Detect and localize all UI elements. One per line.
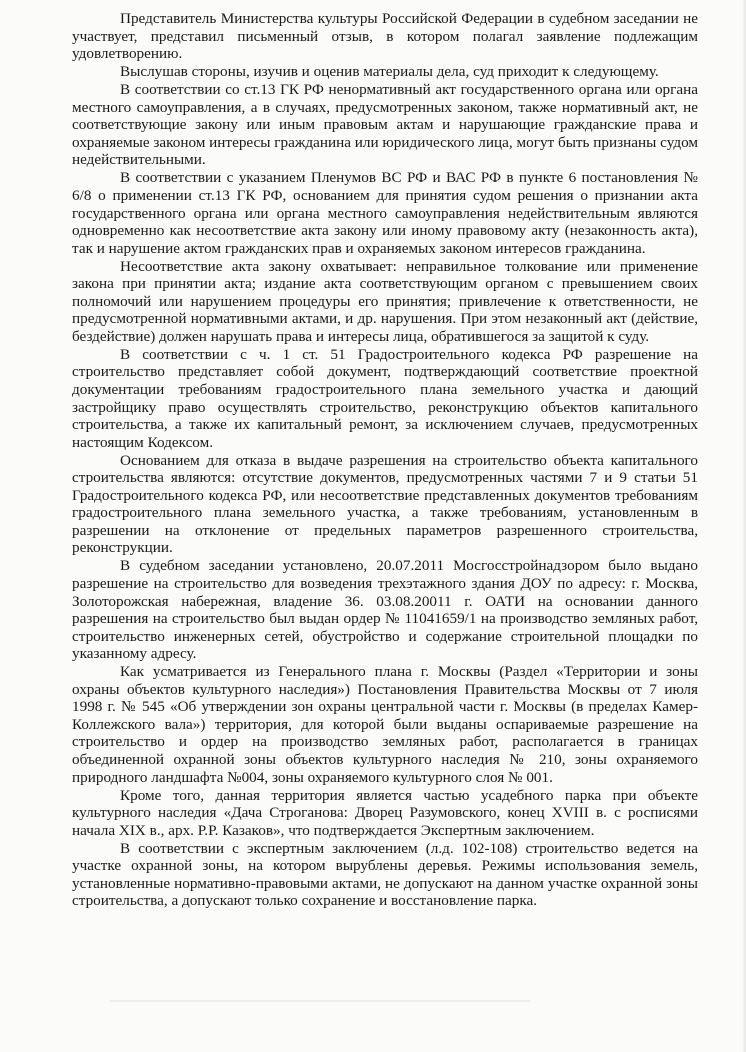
paragraph-building-permit-definition: В соответствии с ч. 1 ст. 51 Градостроительного кодекса РФ разрешение на строительство представляет собой документ, подтверждающий соответствие проектной документации требованиям градостроительного плана земельного участка и дающий застройщику право осуществлять строительство, реконструкцию объектов капитального строительства, а также их капитальный ремонт, за исключением случаев, предусмотренных настоящим Кодексом. [72, 345, 698, 451]
paragraph-plenum-resolution: В соответствии с указанием Пленумов ВС РФ и ВАС РФ в пункте 6 постановления № 6/8 о применении ст.13 ГК РФ, основанием для принятия судом решения о признании акта государственного органа или органа местного самоуправления недействительным являются одновременно как несоответствие акта закону или иному правовому акту (незаконность акта), так и нарушение актом гражданских прав и охраняемых законом интересов гражданина. [72, 169, 698, 257]
paragraph-estate-park: Кроме того, данная территория является частью усадебного парка при объекте культурного наследия «Дача Строганова: Дворец Разумовского, конец XVIII в. с росписями начала XIX в., арх. Р.Р. Казаков», что подтверждается Экспертным заключением. [72, 786, 698, 839]
paragraph-civil-code-art13: В соответствии со ст.13 ГК РФ ненормативный акт государственного органа или органа местного самоуправления, а в случаях, предусмотренных законом, также нормативный акт, не соответствующие закону или иным правовым актам и нарушающие гражданские права и охраняемые законом интересы гражданина или юридического лица, могут быть признаны судом недействительными. [72, 81, 698, 169]
paragraph-act-nonconformity: Несоответствие акта закону охватывает: неправильное толкование или применение закона при принятии акта; издание акта соответствующим органом с превышением своих полномочий или нарушением процедуры его принятия; привлечение к ответственности, не предусмотренной нормативными актами, и др. нарушения. При этом незаконный акт (действие, бездействие) должен нарушать права и интересы лица, обратившегося за защитой к суду. [72, 257, 698, 345]
scan-smudge [110, 1000, 530, 1002]
paragraph-general-plan: Как усматривается из Генерального плана г. Москвы (Раздел «Территории и зоны охраны объектов культурного наследия») Постановления Правительства Москвы от 7 июля 1998 г. № 545 «Об утверждении зон охраны центральной части г. Москвы (в пределах Камер-Коллежского вала») территория, для которой были выданы оспариваемые разрешение на строительство и ордер на производство земляных работ, располагается в границах объединенной охранной зоны объектов культурного наследия № 210, зоны охраняемого природного ландшафта №004, зоны охраняемого культурного слоя № 001. [72, 663, 698, 786]
paragraph-established-facts: В судебном заседании установлено, 20.07.2011 Мосгосстройнадзором было выдано разрешение на строительство для возведения трехэтажного здания ДОУ по адресу: г. Москва, Золоторожская набережная, владение 36. 03.08.20011 г. ОАТИ на основании данного разрешения на строительство был выдан ордер № 11041659/1 на производство земляных работ, строительство инженерных сетей, обустройство и содержание строительной площадки по указанному адресу. [72, 557, 698, 663]
scan-edge-shadow [742, 0, 746, 1052]
paragraph-refusal-grounds: Основанием для отказа в выдаче разрешения на строительство объекта капитального строительства являются: отсутствие документов, предусмотренных частями 7 и 9 статьи 51 Градостроительного кодекса РФ, или несоответствие представленных документов требованиям градостроительного плана земельного участка, а также требованиям, установленным в разрешении на отклонение от предельных параметров разрешенного строительства, реконструкции. [72, 451, 698, 557]
paragraph-expert-conclusion: В соответствии с экспертным заключением (л.д. 102-108) строительство ведется на участке охранной зоны, на котором вырублены деревья. Режимы использования земель, установленные нормативно-правовыми актами, не допускают на данном участке охранной зоны строительства, а допускают только сохранение и восстановление парка. [72, 839, 698, 910]
paragraph-court-conclusion: Выслушав стороны, изучив и оценив материалы дела, суд приходит к следующему. [120, 63, 659, 81]
paragraph-ministry-representative: Представитель Министерства культуры Российской Федерации в судебном заседании не участвует, представил письменный отзыв, в котором полагал заявление подлежащим удовлетворению. [72, 10, 698, 63]
